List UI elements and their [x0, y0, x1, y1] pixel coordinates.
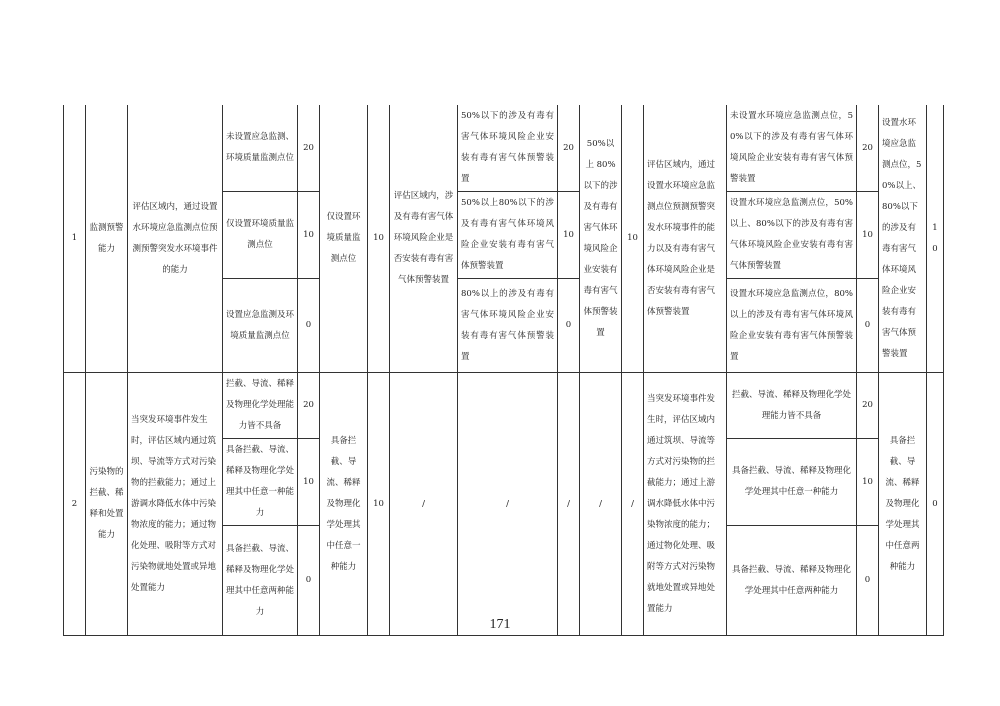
- content-c: 当突发环境事件发生时，评估区域内通过筑坝、导流等方式对污染物的拦截能力；通过上游调水降低水体中污染物浓度的能力；通过物化处理、吸附等方式对污染物就地处置或异地处置能力: [644, 373, 727, 636]
- option-text: 具备拦截、导流、稀释及物理化学处理其中任意一种能力: [223, 439, 298, 526]
- page-number: 171: [489, 617, 511, 632]
- option-b-score: 10: [558, 192, 580, 279]
- option-c-text: 具备拦截、导流、稀释及物理化学处理其中任意一种能力: [727, 439, 857, 526]
- option-score: 0: [298, 279, 320, 373]
- option-c-score: 0: [857, 526, 879, 636]
- option-c-score: 0: [857, 279, 879, 373]
- improve-c-score: 0: [927, 373, 944, 636]
- option-score: 20: [298, 373, 320, 439]
- option-c-score: 10: [857, 192, 879, 279]
- item-content: 当突发环境事件发生时，评估区域内通过筑坝、导流等方式对污染物的拦截能力；通过上游调水降低水体中污染物浓度的能力；通过物化处理、吸附等方式对污染物就地处置或异地处置能力: [128, 373, 223, 636]
- item-content: 评估区域内，通过设置水环境应急监测点位预测预警突发水环境事件的能力: [128, 105, 223, 373]
- option-b-score: 0: [558, 279, 580, 373]
- option-c-text: 具备拦截、导流、稀释及物理化学处理其中任意两种能力: [727, 526, 857, 636]
- option-text: 未设置应急监测、环境质量监测点位: [223, 105, 298, 192]
- improve-text: 仅设置环境质量监测点位: [320, 105, 368, 373]
- option-score: 0: [298, 526, 320, 636]
- option-text: 设置应急监测及环境质量监测点位: [223, 279, 298, 373]
- slash-cell: /: [622, 373, 644, 636]
- option-score: 10: [298, 192, 320, 279]
- improve-c-text: 具备拦截、导流、稀释及物理化学处理其中任意两种能力: [879, 373, 927, 636]
- option-c-score: 20: [857, 105, 879, 192]
- improve-b-text: 50%以上 80%以下的涉及有毒有害气体环境风险企业安装有毒有害气体预警装置: [580, 105, 622, 373]
- option-c-text: 未设置水环境应急监测点位，50%以下的涉及有毒有害气体环境风险企业安装有毒有害气体预警装置: [727, 105, 857, 192]
- option-c-score: 10: [857, 439, 879, 526]
- option-b-text: 80%以上的涉及有毒有害气体环境风险企业安装有毒有害气体预警装置: [458, 279, 558, 373]
- option-score: 20: [298, 105, 320, 192]
- improve-text: 具备拦截、导流、稀释及物理化学处理其中任意一种能力: [320, 373, 368, 636]
- option-c-text: 设置水环境应急监测点位，80%以上的涉及有毒有害气体环境风险企业安装有毒有害气体预警装置: [727, 279, 857, 373]
- slash-cell: /: [390, 373, 458, 636]
- improve-c-score: 10: [927, 105, 944, 373]
- option-b-text: 50%以下的涉及有毒有害气体环境风险企业安装有毒有害气体预警装置: [458, 105, 558, 192]
- option-c-text: 拦截、导流、稀释及物理化学处理能力皆不具备: [727, 373, 857, 439]
- improve-score: 10: [368, 105, 390, 373]
- item-name: 监测预警能力: [86, 105, 128, 373]
- table-row-2: [64, 373, 944, 439]
- option-text: 具备拦截、导流、稀释及物理化学处理其中任意两种能力: [223, 526, 298, 636]
- assessment-table: [63, 105, 944, 636]
- content-b: 评估区域内，涉及有毒有害气体环境风险企业是否安装有毒有害气体预警装置: [390, 105, 458, 373]
- option-c-text: 设置水环境应急监测点位，50%以上、80%以下的涉及有毒有害气体环境风险企业安装有毒有害气体预警装置: [727, 192, 857, 279]
- improve-score: 10: [368, 373, 390, 636]
- option-text: 拦截、导流、稀释及物理化学处理能力皆不具备: [223, 373, 298, 439]
- option-b-score: 20: [558, 105, 580, 192]
- option-score: 10: [298, 439, 320, 526]
- slash-cell: /: [580, 373, 622, 636]
- slash-cell: /: [458, 373, 558, 636]
- improve-c-text: 设置水环境应急监测点位，50%以上、80%以下的涉及有毒有害气体环境风险企业安装有毒有害气体预警装置: [879, 105, 927, 373]
- improve-b-score: 10: [622, 105, 644, 373]
- slash-cell: /: [558, 373, 580, 636]
- row-number: 1: [64, 105, 86, 373]
- table-row-1: [64, 105, 944, 192]
- option-text: 仅设置环境质量监测点位: [223, 192, 298, 279]
- option-c-score: 20: [857, 373, 879, 439]
- item-name: 污染物的拦截、稀释和处置能力: [86, 373, 128, 636]
- row-number: 2: [64, 373, 86, 636]
- content-c: 评估区域内，通过设置水环境应急监测点位预测预警突发水环境事件的能力以及有毒有害气体环境风险企业是否安装有毒有害气体预警装置: [644, 105, 727, 373]
- option-b-text: 50%以上80%以下的涉及有毒有害气体环境风险企业安装有毒有害气体预警装置: [458, 192, 558, 279]
